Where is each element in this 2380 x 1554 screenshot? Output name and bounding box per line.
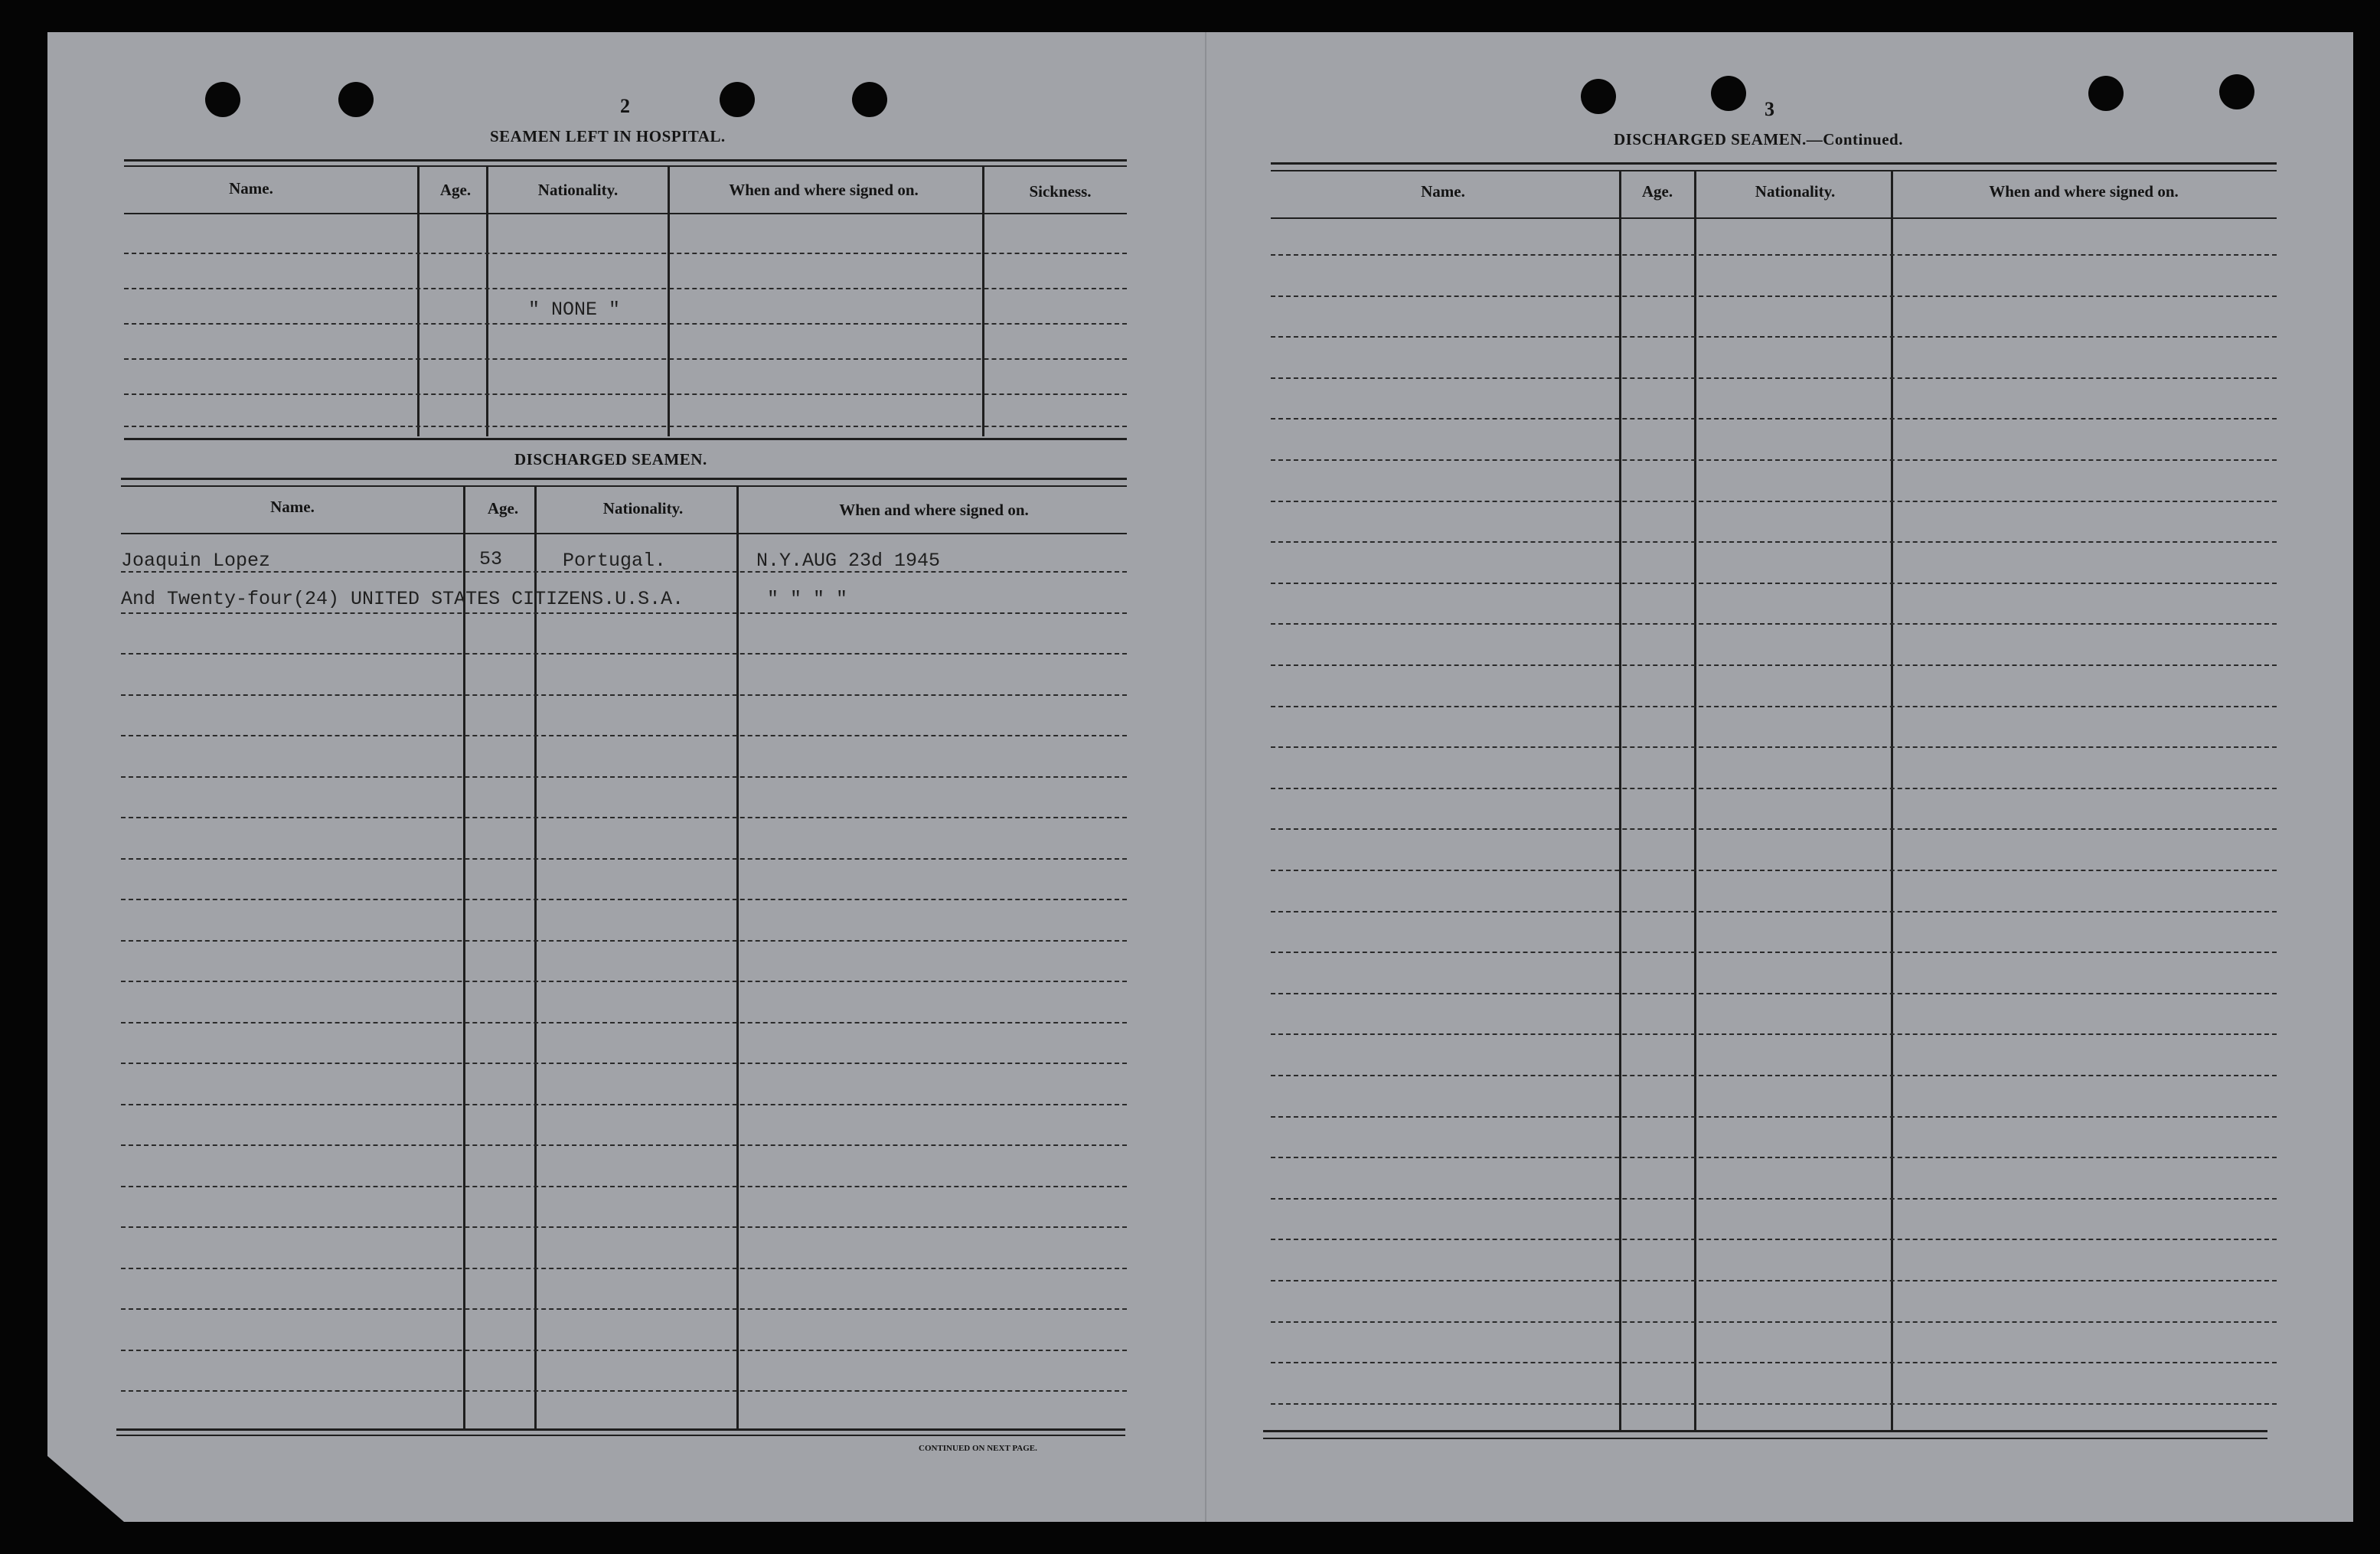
entry-line — [121, 940, 1127, 942]
discharged-col-signed-on: When and where signed on. — [839, 501, 1029, 519]
hospital-col-name: Name. — [229, 179, 273, 198]
entry-line — [121, 1390, 1127, 1392]
entry-line — [1271, 746, 2277, 748]
right-bottom-rule — [1263, 1438, 2267, 1439]
punch-hole — [205, 82, 240, 117]
entry-line — [1271, 1280, 2277, 1281]
hospital-col-signed-on: When and where signed on. — [729, 181, 919, 199]
punch-hole — [2219, 74, 2254, 109]
entry-line — [124, 288, 1127, 289]
entry-line — [1271, 418, 2277, 420]
entry-line — [1271, 1403, 2277, 1405]
entry-line — [121, 1104, 1127, 1105]
entry-line — [1271, 1321, 2277, 1323]
punch-hole — [852, 82, 887, 117]
entry-line — [1271, 501, 2277, 502]
entry-line — [121, 1186, 1127, 1187]
discharged-top-rule — [121, 485, 1127, 487]
entry-line — [121, 1308, 1127, 1310]
discharged-column-line — [736, 485, 739, 1428]
hospital-column-line — [982, 165, 984, 436]
hospital-column-line — [486, 165, 488, 436]
discharged-col-name: Name. — [270, 498, 315, 516]
page-fold — [1205, 32, 1206, 1522]
entry-line — [1271, 911, 2277, 912]
punch-hole — [1581, 79, 1616, 114]
entry-line — [121, 981, 1127, 982]
entry-line — [1271, 459, 2277, 461]
hospital-col-nationality: Nationality. — [537, 181, 619, 199]
entry-line — [121, 571, 1127, 573]
entry-line — [1271, 706, 2277, 707]
entry-line — [1271, 993, 2277, 994]
right-top-rule — [1271, 162, 2277, 165]
discharged-header-rule — [121, 533, 1127, 534]
entry-line — [1271, 583, 2277, 584]
right-col-signed-on: When and where signed on. — [1989, 182, 2179, 201]
entry-line — [1271, 1033, 2277, 1035]
discharged-column-line — [463, 485, 465, 1428]
discharged-name-cell: And Twenty-four(24) UNITED STATES CITIZENS.U.S.A. — [121, 588, 684, 610]
entry-line — [1271, 541, 2277, 543]
right-top-rule — [1271, 170, 2277, 171]
entry-line — [1271, 664, 2277, 666]
entry-line — [1271, 1116, 2277, 1118]
entry-line — [121, 858, 1127, 860]
hospital-bottom-rule — [124, 438, 1127, 440]
discharged-signed-on-cell: N.Y.AUG 23d 1945 — [756, 550, 941, 572]
entry-line — [1271, 254, 2277, 256]
entry-line — [124, 358, 1127, 360]
entry-line — [1271, 623, 2277, 625]
entry-line — [121, 1022, 1127, 1023]
right-header-rule — [1271, 217, 2277, 219]
entry-line — [1271, 1075, 2277, 1076]
discharged-section-title: DISCHARGED SEAMEN. — [514, 450, 707, 468]
discharged-col-age: Age. — [487, 499, 519, 517]
entry-line — [1271, 870, 2277, 871]
right-col-age: Age. — [1641, 182, 1673, 201]
entry-line — [121, 735, 1127, 736]
right-col-nationality: Nationality. — [1755, 182, 1836, 201]
hospital-top-rule — [124, 159, 1127, 162]
entry-line — [121, 612, 1127, 614]
entry-line — [121, 776, 1127, 778]
entry-line — [1271, 1157, 2277, 1158]
entry-line — [121, 817, 1127, 818]
hospital-none-entry: " NONE " — [528, 299, 621, 321]
entry-line — [124, 426, 1127, 427]
hospital-col-sickness: Sickness. — [1029, 182, 1092, 201]
discharged-top-rule — [121, 478, 1127, 480]
entry-line — [121, 694, 1127, 696]
entry-line — [1271, 377, 2277, 379]
right-column-line — [1891, 170, 1893, 1430]
continued-footer: CONTINUED ON NEXT PAGE. — [919, 1444, 1037, 1453]
entry-line — [1271, 1239, 2277, 1240]
page-number-right: 3 — [1765, 98, 1774, 120]
discharged-col-nationality: Nationality. — [602, 499, 684, 517]
entry-line — [121, 1144, 1127, 1146]
entry-line — [1271, 1198, 2277, 1200]
discharged-signed-on-cell: " " " " — [767, 588, 848, 610]
right-bottom-rule — [1263, 1430, 2267, 1432]
entry-line — [121, 653, 1127, 655]
entry-line — [1271, 336, 2277, 338]
hospital-header-rule — [124, 213, 1127, 214]
punch-hole — [338, 82, 374, 117]
discharged-continued-title: DISCHARGED SEAMEN.—Continued. — [1614, 130, 1903, 149]
right-col-name: Name. — [1421, 182, 1465, 201]
entry-line — [121, 1350, 1127, 1351]
entry-line — [124, 253, 1127, 254]
hospital-col-age: Age. — [439, 181, 472, 199]
discharged-bottom-rule — [116, 1435, 1125, 1436]
entry-line — [1271, 828, 2277, 830]
entry-line — [121, 1268, 1127, 1269]
discharged-name-cell: Joaquin Lopez — [121, 550, 271, 572]
punch-hole — [720, 82, 755, 117]
discharged-bottom-rule — [116, 1428, 1125, 1431]
punch-hole — [2088, 76, 2124, 111]
hospital-column-line — [417, 165, 420, 436]
entry-line — [121, 1226, 1127, 1228]
page-number-left: 2 — [620, 95, 630, 117]
entry-line — [121, 1063, 1127, 1064]
right-column-line — [1619, 170, 1621, 1430]
right-column-line — [1694, 170, 1696, 1430]
hospital-top-rule — [124, 165, 1127, 167]
entry-line — [1271, 788, 2277, 789]
entry-line — [1271, 1362, 2277, 1363]
punch-hole — [1711, 76, 1746, 111]
entry-line — [124, 323, 1127, 325]
discharged-nationality-cell: Portugal. — [563, 550, 667, 572]
entry-line — [1271, 295, 2277, 297]
entry-line — [121, 899, 1127, 900]
discharged-age-cell: 53 — [479, 548, 503, 570]
discharged-column-line — [534, 485, 537, 1428]
hospital-section-title: SEAMEN LEFT IN HOSPITAL. — [490, 127, 726, 145]
entry-line — [124, 393, 1127, 395]
hospital-column-line — [668, 165, 670, 436]
entry-line — [1271, 952, 2277, 953]
